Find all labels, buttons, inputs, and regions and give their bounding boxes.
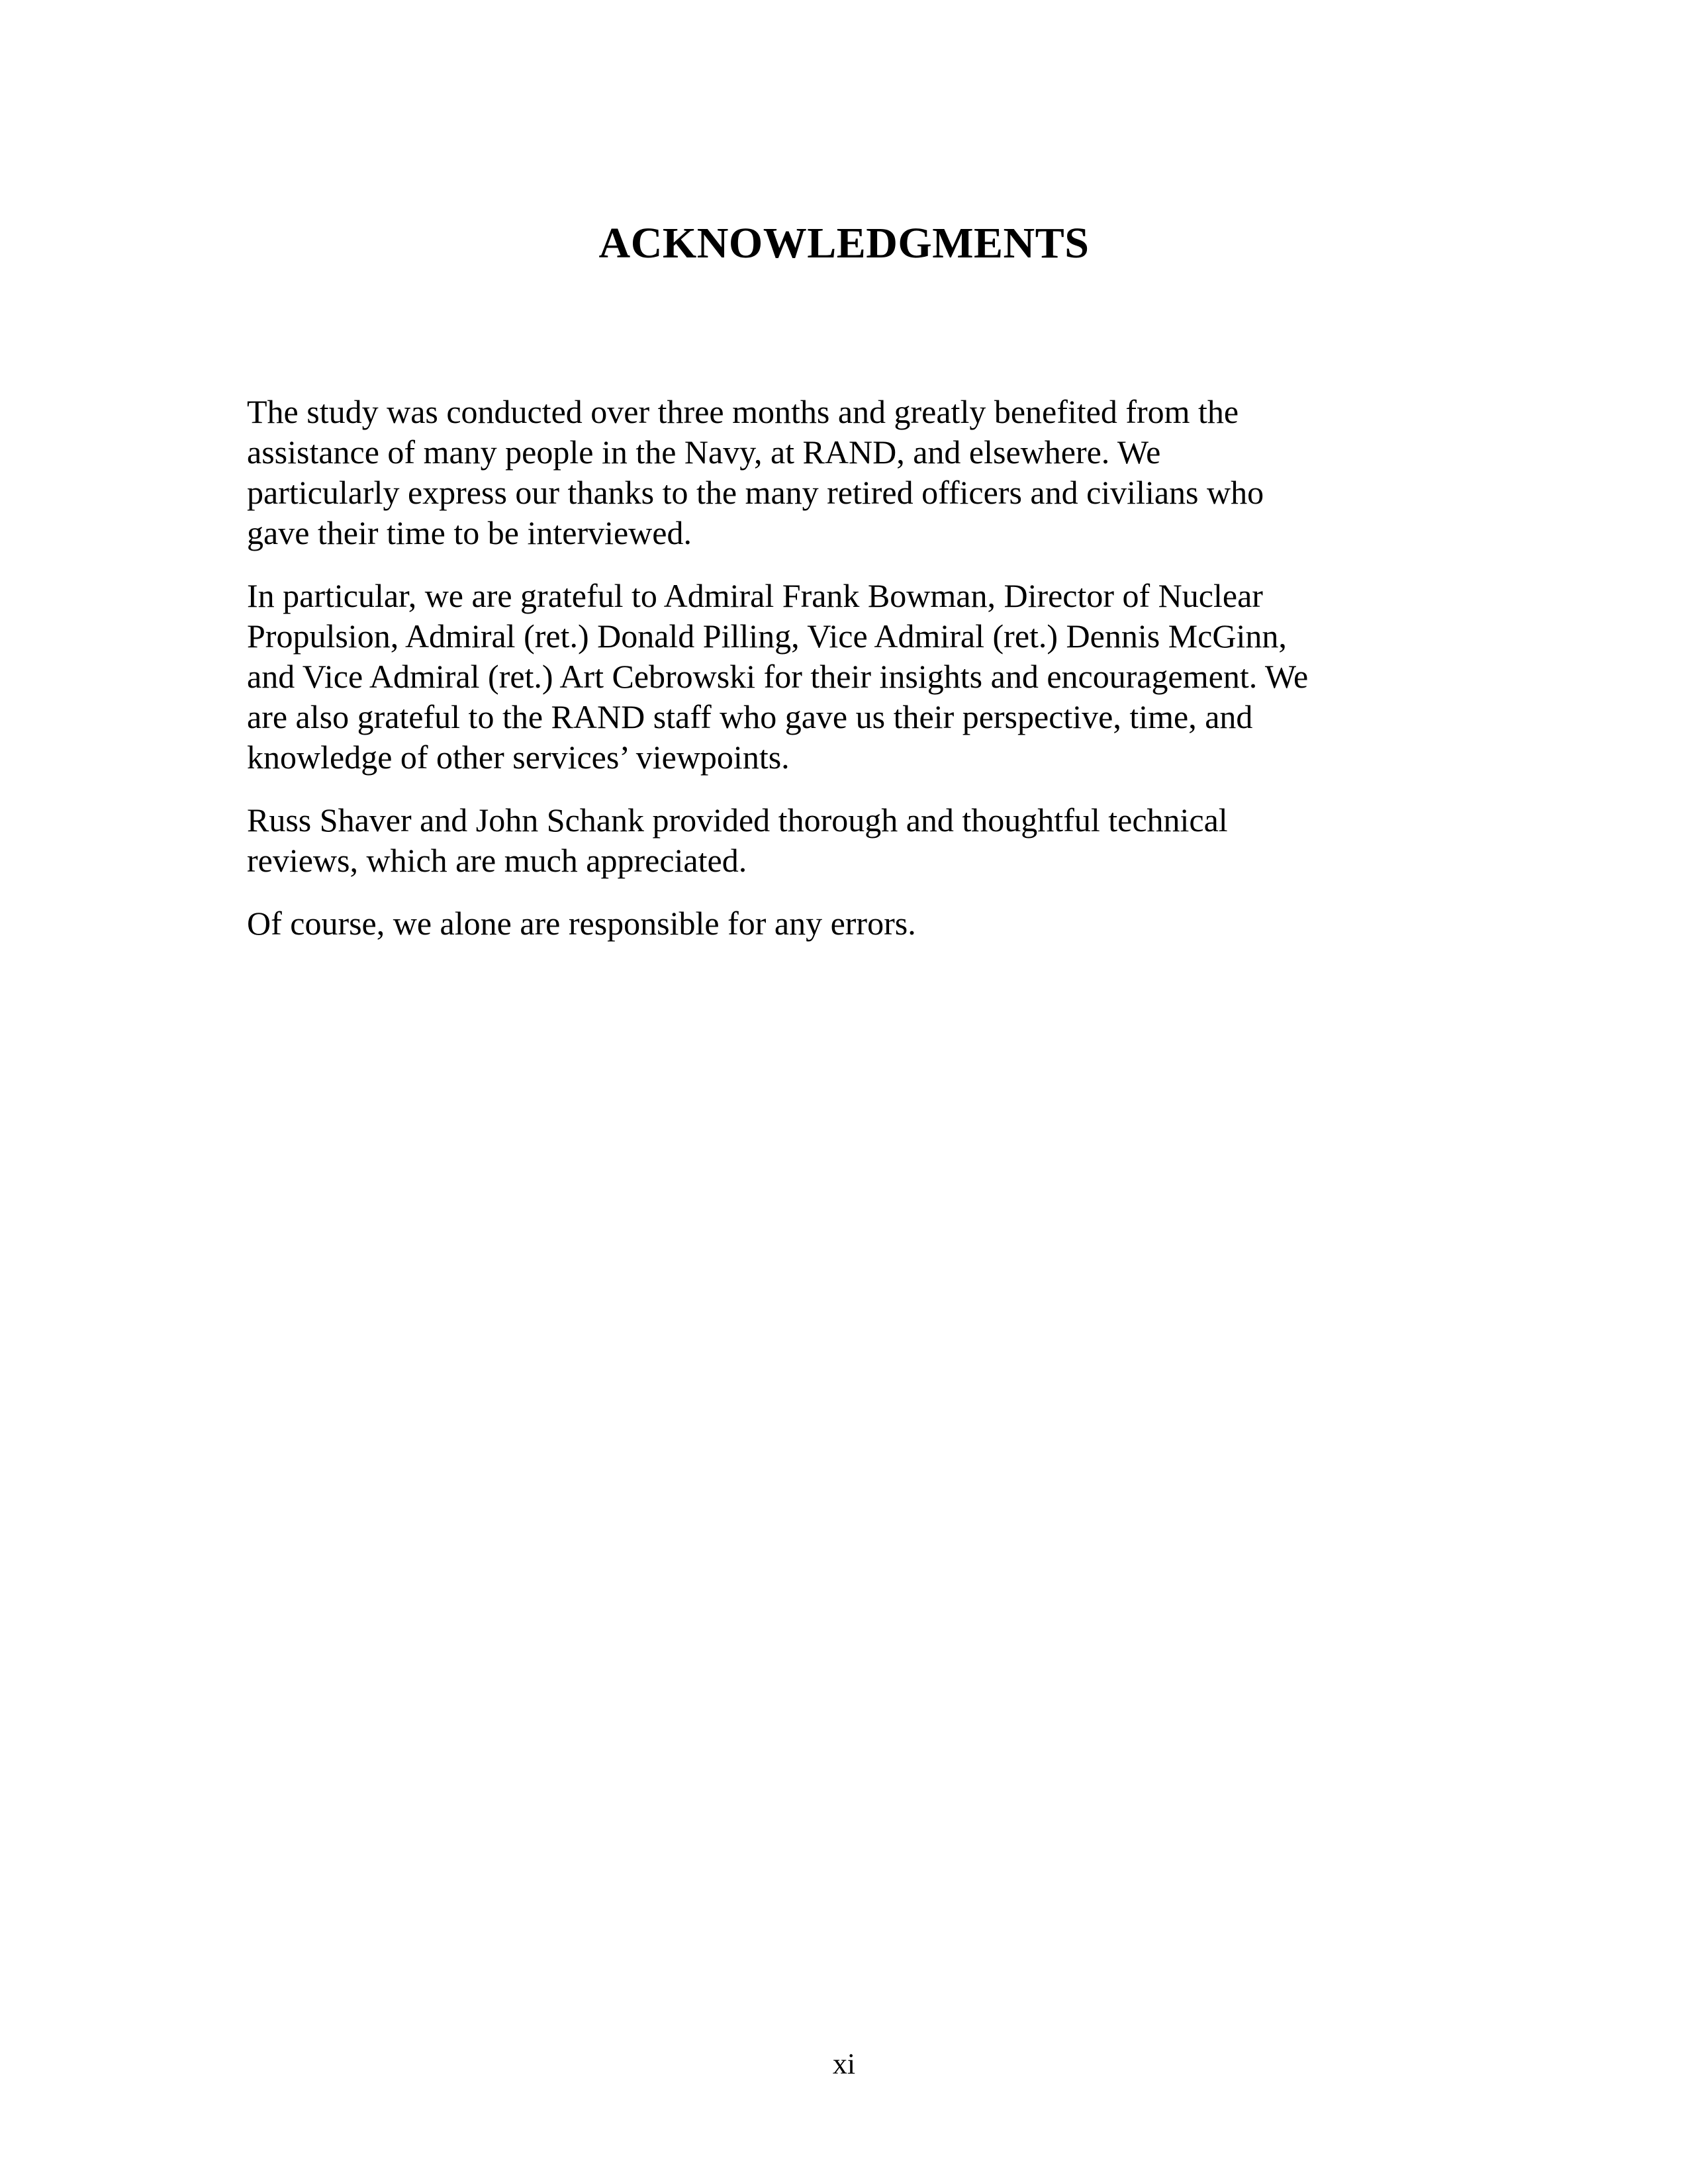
- page-title: ACKNOWLEDGMENTS: [598, 219, 1090, 267]
- acknowledgments-body: [247, 392, 1438, 966]
- page-number: xi: [832, 2048, 856, 2080]
- text-line: Of course, we alone are responsible for any errors.: [247, 905, 916, 942]
- text-line: particularly express our thanks to the many retired officers and civilians who: [247, 474, 1264, 511]
- paragraph-responsibility: [247, 903, 1438, 944]
- paragraph-study-overview: [247, 392, 1438, 553]
- paragraph-gratitude-admirals: [247, 576, 1438, 778]
- text-line: reviews, which are much appreciated.: [247, 842, 747, 879]
- text-line: gave their time to be interviewed.: [247, 514, 692, 551]
- text-line: Russ Shaver and John Schank provided thorough and thoughtful technical: [247, 801, 1228, 839]
- text-line: and Vice Admiral (ret.) Art Cebrowski for their insights and encouragement. We: [247, 658, 1309, 695]
- text-line: The study was conducted over three months and greatly benefited from the: [247, 393, 1239, 430]
- text-line: In particular, we are grateful to Admiral Frank Bowman, Director of Nuclear: [247, 577, 1263, 614]
- text-line: knowledge of other services’ viewpoints.: [247, 739, 790, 776]
- text-line: are also grateful to the RAND staff who gave us their perspective, time, and: [247, 698, 1253, 735]
- text-line: assistance of many people in the Navy, at RAND, and elsewhere. We: [247, 433, 1161, 471]
- text-line: Propulsion, Admiral (ret.) Donald Pilling, Vice Admiral (ret.) Dennis McGinn,: [247, 617, 1287, 655]
- paragraph-technical-reviews: [247, 800, 1438, 881]
